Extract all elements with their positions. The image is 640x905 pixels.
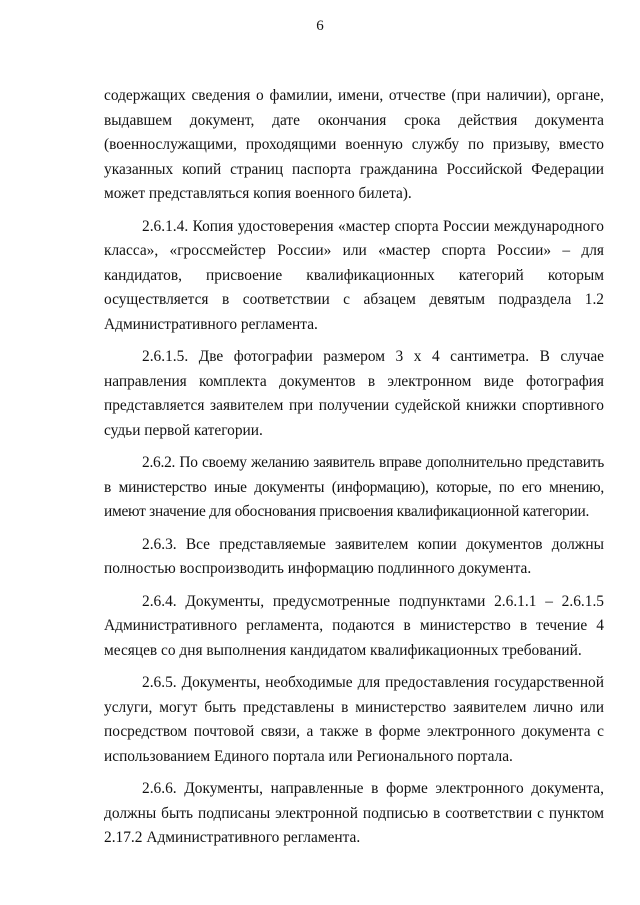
paragraph-continuation: содержащих сведения о фамилии, имени, отчестве (при наличии), органе, выдавшем документ, дате окончания срока действия документа (военнослужащими, проходящими военную службу по призыву, вместо указанных копий страниц паспорта гражданина Российской Федерации может представляться копия военного билета). xyxy=(104,87,604,202)
paragraph-2-6-3: 2.6.3. Все представляемые заявителем копии документов должны полностью воспроизводить информацию подлинного документа. xyxy=(104,535,604,577)
paragraph-2-6-1-4: 2.6.1.4. Копия удостоверения «мастер спорта России международного класса», «гроссмейстер России» или «мастер спорта России» – для кандидатов, присвоение квалификационных категорий которым осуществляется в соответствии с абзацем девятым подраздела 1.2 Административного регламента. xyxy=(104,217,604,333)
document-body xyxy=(104,84,604,859)
paragraph-2-6-1-5: 2.6.1.5. Две фотографии размером 3 x 4 сантиметра. В случае направления комплекта документов в электронном виде фотография представляется заявителем при получении судейской книжки спортивного судьи первой категории. xyxy=(104,348,604,439)
paragraph-2-6-6: 2.6.6. Документы, направленные в форме электронного документа, должны быть подписаны электронной подписью в соответствии с пунктом 2.17.2 Административного регламента. xyxy=(104,780,604,846)
paragraph-2-6-5: 2.6.5. Документы, необходимые для предоставления государственной услуги, могут быть представлены в министерство заявителем лично или посредством почтовой связи, а также в форме электронного документа с использованием Единого портала или Регионального портала. xyxy=(104,674,604,765)
page-number: 6 xyxy=(316,18,324,34)
paragraph-2-6-4: 2.6.4. Документы, предусмотренные подпунктами 2.6.1.1 – 2.6.1.5 Административного регламента, подаются в министерство в течение 4 месяцев со дня выполнения кандидатом квалификационных требований. xyxy=(104,592,604,659)
paragraph-2-6-2: 2.6.2. По своему желанию заявитель вправе дополнительно представить в министерство иные документы (информацию), которые, по его мнению, имеют значение для обоснования присвоения квалификационной категории. xyxy=(104,454,604,520)
